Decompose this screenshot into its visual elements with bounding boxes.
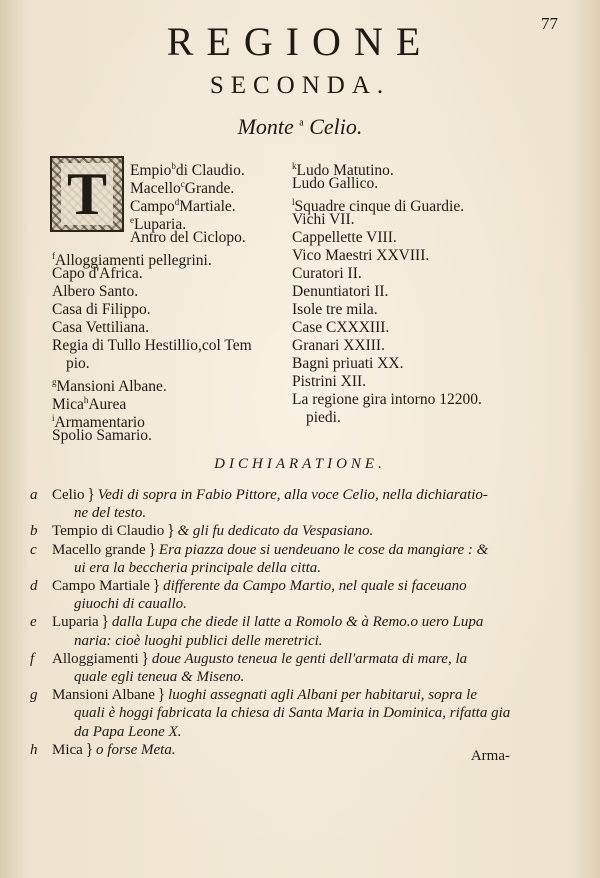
note-entry	[30, 686, 510, 741]
page-title: REGIONE	[166, 19, 434, 64]
left-column-text: Albero Santo.	[52, 283, 139, 300]
note-gloss: luoghi assegnati agli Albani per habitarui, sopra le	[168, 687, 478, 704]
note-gloss: o forse Meta.	[96, 741, 176, 758]
left-column-line	[52, 247, 252, 270]
left-column-text: Spolio Samario.	[52, 427, 152, 444]
right-column-line	[292, 229, 482, 247]
brace-glyph: }	[141, 650, 149, 668]
note-gloss: ne del testo.	[74, 505, 147, 522]
left-column-text: Empio	[130, 162, 172, 180]
left-column-text: Alloggiamenti pellegrini.	[55, 252, 212, 270]
dichiaratione-heading: DICHIARATIONE.	[214, 456, 386, 472]
right-column-text: Granari XXIII.	[292, 337, 385, 354]
right-column-line	[292, 319, 482, 337]
note-head: Celio	[52, 487, 85, 503]
right-column-text: Curatori II.	[292, 265, 362, 282]
note-entry	[30, 522, 510, 540]
note-line	[52, 686, 510, 704]
right-column-line	[292, 373, 482, 391]
note-line	[52, 704, 510, 722]
left-column-line	[52, 337, 252, 355]
left-column-text: Campo	[130, 198, 175, 216]
note-head: Alloggiamenti	[52, 650, 139, 667]
note-entry	[30, 650, 510, 686]
right-column-text: Case CXXXIII.	[292, 319, 390, 336]
note-line	[52, 541, 510, 559]
note-gloss: naria: cioè luoghi publici delle meretrici.	[74, 632, 323, 649]
left-column-text: Regia di Tullo Hestillio,col Tem	[52, 337, 252, 354]
right-column-text: Bagni priuati XX.	[292, 355, 404, 372]
brace-glyph: }	[101, 613, 109, 632]
left-column-text: Armamentario	[54, 414, 145, 432]
note-gloss: Era piazza doue si uendeuano le cose da mangiare : &	[158, 541, 489, 558]
left-column-line	[52, 175, 252, 198]
note-letter: d	[30, 578, 38, 595]
note-gloss: da Papa Leone X.	[74, 723, 182, 740]
left-column-text: Luparia.	[134, 216, 187, 234]
footnote-mark: e	[130, 215, 134, 225]
right-column-line	[292, 301, 482, 319]
left-column-text: Grande.	[184, 180, 235, 198]
right-column-line	[292, 265, 482, 283]
page-number: 77	[541, 14, 558, 33]
note-line	[52, 559, 510, 577]
decorated-initial-letter: T	[61, 163, 113, 225]
right-column-line	[292, 337, 482, 355]
note-gloss: quale egli teneua & Miseno.	[74, 669, 245, 686]
right-column-line	[292, 193, 482, 216]
brace-glyph: }	[167, 522, 175, 541]
section-heading-text: Monte	[237, 114, 294, 139]
note-gloss: & gli fu dedicato da Vespasiano.	[177, 523, 374, 540]
note-line	[52, 504, 510, 522]
right-column-text: Ludo Matutino.	[296, 162, 394, 180]
left-column-text: Mansioni Albane.	[56, 378, 167, 396]
right-column-text: Pistrini XII.	[292, 373, 367, 390]
page-subtitle: SECONDA.	[209, 72, 391, 99]
note-line	[52, 723, 510, 741]
brace-glyph: }	[152, 577, 161, 595]
note-letter: b	[30, 523, 38, 540]
right-column-line	[292, 355, 482, 373]
note-line	[52, 577, 510, 595]
right-column	[292, 157, 482, 427]
left-column-line	[52, 193, 252, 216]
note-entry	[30, 541, 510, 577]
left-column-text: Mica	[52, 396, 84, 414]
left-column-text: Martiale.	[179, 198, 236, 216]
note-head: Mica	[52, 741, 83, 758]
note-letter: c	[30, 541, 37, 558]
note-letter: a	[30, 487, 38, 503]
left-column-line	[52, 427, 252, 445]
note-entry	[30, 741, 510, 759]
footnote-mark: f	[52, 251, 55, 261]
note-line	[52, 486, 510, 504]
section-heading-mark: a	[299, 117, 304, 129]
left-column-line	[52, 373, 252, 396]
left-column-line	[52, 409, 252, 432]
right-column-text: Isole tre mila.	[292, 301, 378, 318]
right-column-line	[292, 409, 482, 427]
note-line	[52, 650, 510, 668]
note-line	[52, 668, 510, 686]
left-column-text: Capo d'Africa.	[52, 265, 143, 282]
note-head: Mansioni Albane	[52, 687, 155, 704]
note-letter: h	[30, 741, 38, 758]
left-column-line	[52, 229, 252, 247]
right-column-text: Vichi VII.	[292, 211, 355, 228]
note-line	[52, 741, 510, 759]
left-column-text: pio.	[66, 355, 90, 372]
footnote-mark: b	[171, 161, 176, 171]
right-column-line	[292, 283, 482, 301]
footnote-mark: i	[52, 413, 55, 423]
brace-glyph: }	[85, 741, 94, 759]
catchword: Arma-	[470, 748, 510, 764]
note-entry	[30, 613, 510, 649]
left-column-line	[52, 319, 252, 337]
note-gloss: differente da Campo Martio, nel quale si faceuano	[163, 578, 467, 595]
note-line	[52, 632, 510, 650]
left-column-text: Aurea	[88, 396, 127, 414]
brace-glyph: }	[148, 540, 156, 559]
right-column-text: La regione gira intorno 12200.	[292, 391, 482, 408]
right-column-text: Denuntiatori II.	[292, 283, 389, 300]
note-head: Tempio di Claudio	[52, 523, 165, 540]
right-column-text: Vico Maestri XXVIII.	[292, 247, 430, 264]
note-gloss: giuochi di cauallo.	[74, 596, 187, 613]
note-entry	[30, 486, 510, 522]
note-head: Macello grande	[52, 541, 146, 558]
left-column-line	[52, 355, 252, 373]
note-letter: f	[30, 650, 35, 667]
right-column-text: piedi.	[306, 409, 341, 426]
note-gloss: Vedi di sopra in Fabio Pittore, alla voce Celio, nella dichiaratio-	[97, 487, 488, 503]
left-column-text: Casa di Filippo.	[52, 301, 151, 318]
right-column-line	[292, 247, 482, 265]
right-column-line	[292, 391, 482, 409]
brace-glyph: }	[157, 686, 166, 705]
left-column-line	[52, 301, 252, 319]
footnote-mark: c	[180, 179, 185, 189]
left-column-line	[52, 157, 252, 180]
right-column-text: Ludo Gallico.	[292, 175, 379, 192]
note-gloss: quali è hoggi fabricata la chiesa di Santa Maria in Dominica, rifatta gia	[74, 705, 511, 722]
left-column-text: Antro del Ciclopo.	[130, 229, 246, 246]
footnote-mark: d	[174, 197, 180, 207]
note-head: Campo Martiale	[52, 578, 150, 595]
note-gloss: doue Augusto teneua le genti dell'armata di mare, la	[151, 650, 468, 667]
note-gloss: ui era la beccheria principale della citta.	[74, 559, 322, 576]
left-column-text: Macello	[130, 180, 181, 198]
note-head: Luparia	[52, 614, 99, 631]
brace-glyph: }	[87, 486, 95, 504]
note-entry	[30, 577, 510, 613]
note-line	[52, 595, 510, 613]
left-column-text: Casa Vettiliana.	[52, 319, 149, 336]
note-line	[52, 522, 510, 540]
right-column-line	[292, 157, 482, 180]
footnote-mark: g	[52, 377, 57, 387]
note-letter: e	[30, 614, 37, 631]
section-heading	[0, 114, 600, 140]
left-column	[52, 157, 252, 445]
left-column-text: di Claudio.	[175, 162, 245, 180]
left-column-line	[52, 283, 252, 301]
note-letter: g	[30, 687, 38, 704]
notes-list	[30, 486, 510, 759]
footnote-mark: h	[83, 395, 89, 405]
section-heading-text2: Celio.	[309, 114, 363, 139]
note-gloss: dalla Lupa che diede il latte a Romolo & à Remo.o uero Lupa	[111, 614, 484, 631]
right-column-text: Cappellette VIII.	[292, 229, 397, 246]
note-line	[52, 613, 510, 631]
footnote-mark: k	[292, 161, 297, 171]
footnote-mark: l	[292, 197, 295, 207]
right-column-text: Squadre cinque di Guardie.	[294, 198, 465, 216]
